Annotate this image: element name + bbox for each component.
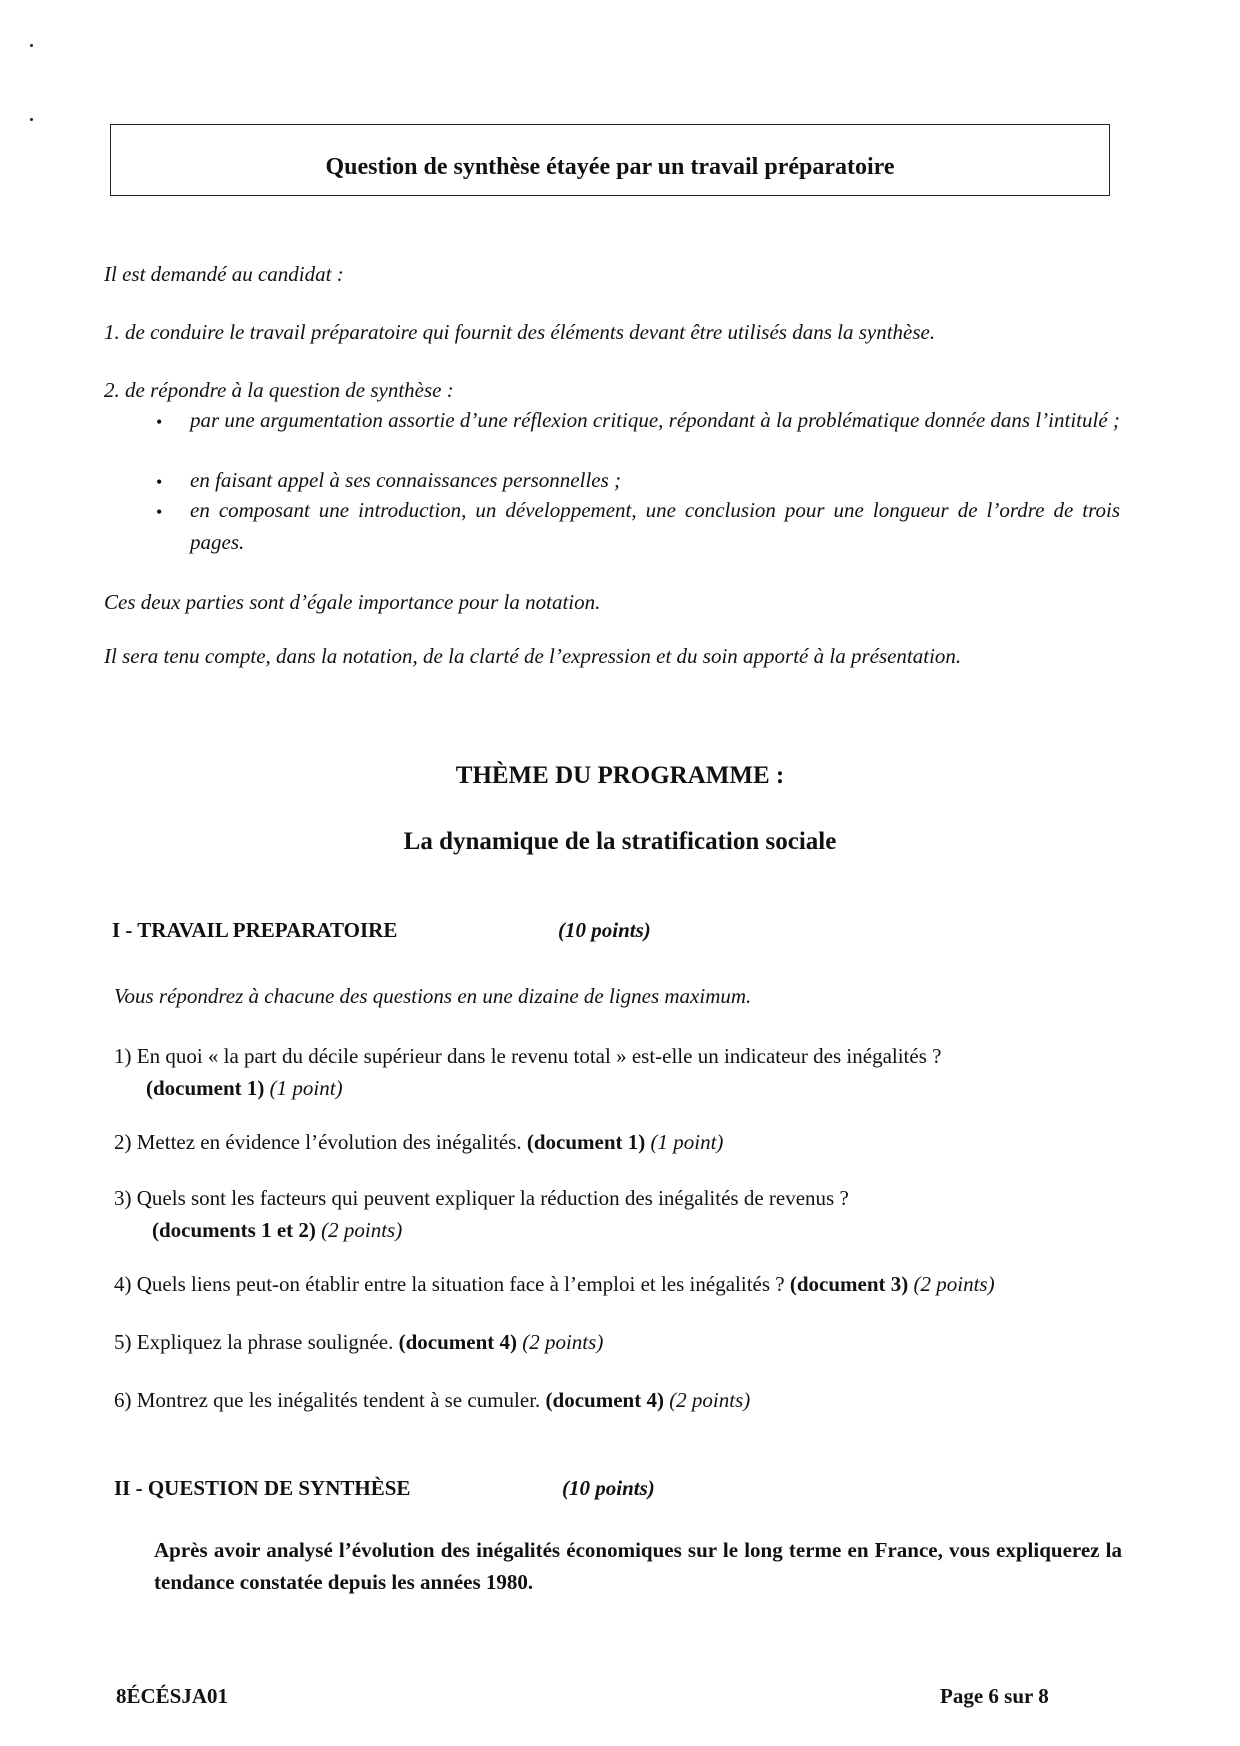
scan-mark — [30, 44, 33, 47]
question-2: 2) Mettez en évidence l’évolution des inégalités. (document 1) (1 point) — [114, 1130, 724, 1154]
section-1-points: (10 points) — [558, 918, 651, 942]
instructions-step-2: 2. de répondre à la question de synthèse : — [104, 378, 454, 402]
synthesis-question: Après avoir analysé l’évolution des inégalités économiques sur le long terme en France, vous expliquerez la tendance constatée depuis les années 1980. — [154, 1538, 1122, 1594]
section-2-points: (10 points) — [562, 1476, 655, 1500]
theme-subtitle: La dynamique de la stratification sociale — [403, 828, 837, 855]
footer-code: 8ÉCÉSJA01 — [116, 1684, 229, 1708]
section-1-instruction: Vous répondrez à chacune des questions en une dizaine de lignes maximum. — [114, 984, 752, 1008]
footer-page-number: Page 6 sur 8 — [940, 1684, 1049, 1708]
question-5: 5) Expliquez la phrase soulignée. (document 4) (2 points) — [114, 1330, 604, 1354]
instruction-bullet: • en faisant appel à ses connaissances personnelles ; — [190, 464, 1120, 496]
instructions-step-1: 1. de conduire le travail préparatoire qui fournit des éléments devant être utilisés dans la synthèse. — [104, 320, 936, 344]
clarity-note: Il sera tenu compte, dans la notation, de la clarté de l’expression et du soin apporté à la présentation. — [104, 644, 962, 668]
question-4: 4) Quels liens peut-on établir entre la situation face à l’emploi et les inégalités ? (document 3) (2 points) — [114, 1272, 995, 1296]
instruction-bullet: • en composant une introduction, un développement, une conclusion pour une longueur de l’ordre de trois pages. — [156, 498, 1120, 554]
theme-label: THÈME DU PROGRAMME : — [455, 762, 785, 789]
bullet-icon: • — [156, 472, 163, 492]
question-1: 1) En quoi « la part du décile supérieur dans le revenu total » est-elle un indicateur des inégalités ? (document 1) (1 point) — [114, 1044, 942, 1100]
instructions-intro: Il est demandé au candidat : — [104, 262, 344, 286]
question-3: 3) Quels sont les facteurs qui peuvent expliquer la réduction des inégalités de revenus ? (documents 1 et 2) (2 points) — [114, 1186, 849, 1242]
page-title: Question de synthèse étayée par un travail préparatoire — [325, 154, 895, 180]
bullet-icon: • — [156, 502, 163, 522]
bullet-icon: • — [156, 412, 163, 432]
parts-note: Ces deux parties sont d’égale importance pour la notation. — [104, 590, 601, 614]
section-2-title: II - QUESTION DE SYNTHÈSE — [114, 1476, 411, 1500]
scan-mark — [30, 118, 33, 121]
instruction-bullet: • par une argumentation assortie d’une réflexion critique, répondant à la problématique donnée dans l’intitulé ; — [190, 404, 1120, 436]
question-6: 6) Montrez que les inégalités tendent à se cumuler. (document 4) (2 points) — [114, 1388, 751, 1412]
section-1-title: I - TRAVAIL PREPARATOIRE — [112, 918, 398, 942]
